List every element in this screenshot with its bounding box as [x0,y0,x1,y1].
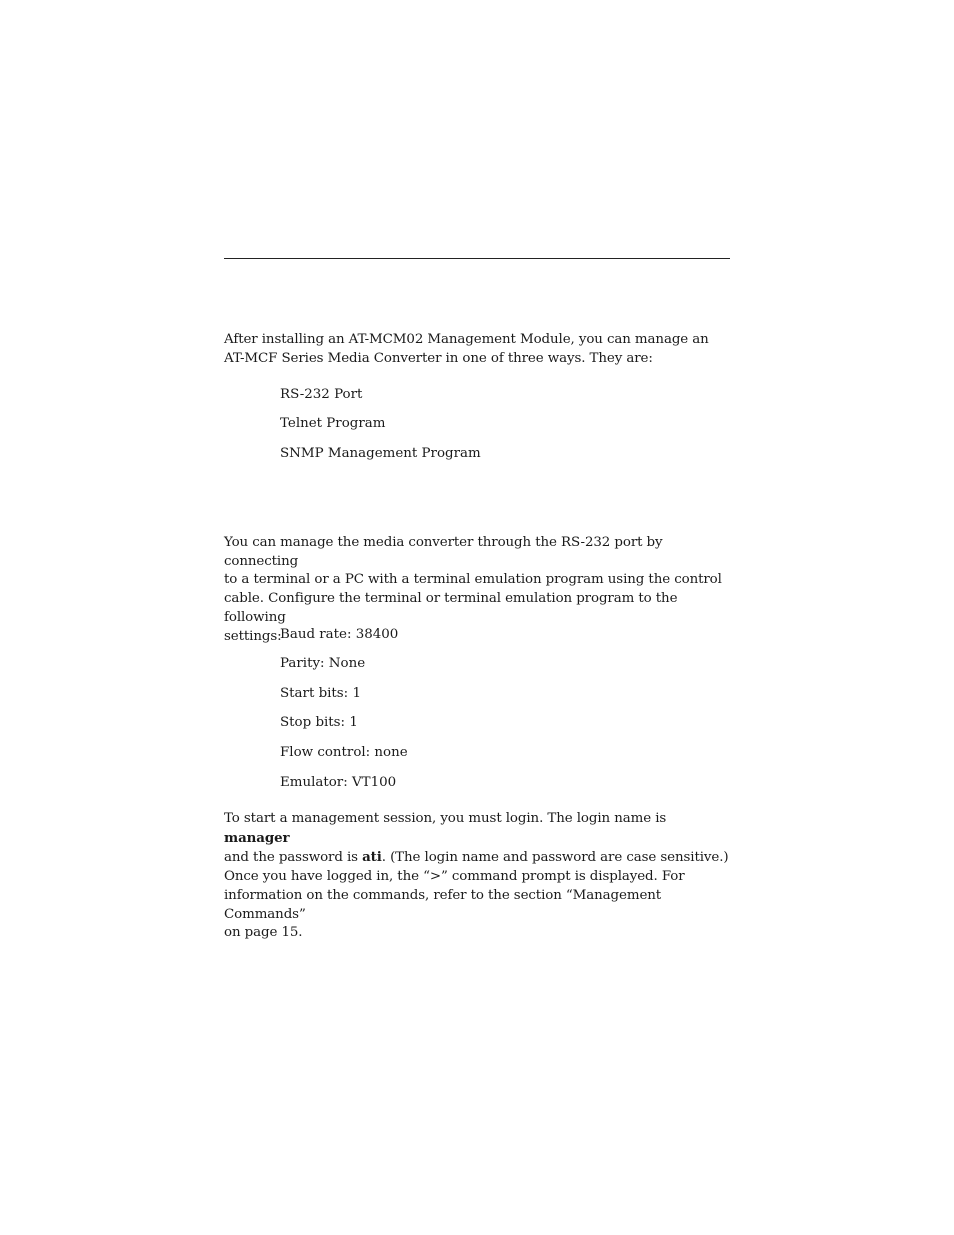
setting-flow-control: Flow control: none [280,745,408,760]
list-item-telnet: Telnet Program [280,416,386,431]
list-item-snmp: SNMP Management Program [280,446,481,461]
login-line-5: on page 15. [224,925,303,941]
intro-line-1: After installing an AT-MCM02 Management Module, you can manage an [224,332,709,347]
login-paragraph [224,810,734,943]
login-line-1: To start a management session, you must login. The login name is manager [224,811,667,846]
login-line-2: and the password is ati. (The login name and password are case sensitive.) [224,849,729,866]
intro-line-2: AT-MCF Series Media Converter in one of three ways. They are: [224,350,653,366]
setting-parity: Parity: None [280,656,366,671]
login-line-4: information on the commands, refer to the section “Management Commands” [224,887,662,922]
list-item-rs232: RS-232 Port [280,387,363,402]
header-rule [224,258,730,259]
login-password: ati [362,849,382,866]
intro-paragraph [224,331,734,368]
login-name: manager [224,829,290,846]
setting-stop-bits: Stop bits: 1 [280,715,358,730]
rs232-line-1: You can manage the media converter through the RS-232 port by connecting [224,535,663,569]
setting-baud-rate: Baud rate: 38400 [280,627,399,642]
setting-start-bits: Start bits: 1 [280,686,361,701]
login-line-3: Once you have logged in, the “>” command prompt is displayed. For [224,869,685,885]
setting-emulator: Emulator: VT100 [280,775,397,790]
rs232-line-3: cable. Configure the terminal or terminal emulation program to the following [224,591,678,625]
rs232-line-2: to a terminal or a PC with a terminal emulation program using the control [224,572,722,588]
rs232-line-4: settings: [224,628,282,644]
